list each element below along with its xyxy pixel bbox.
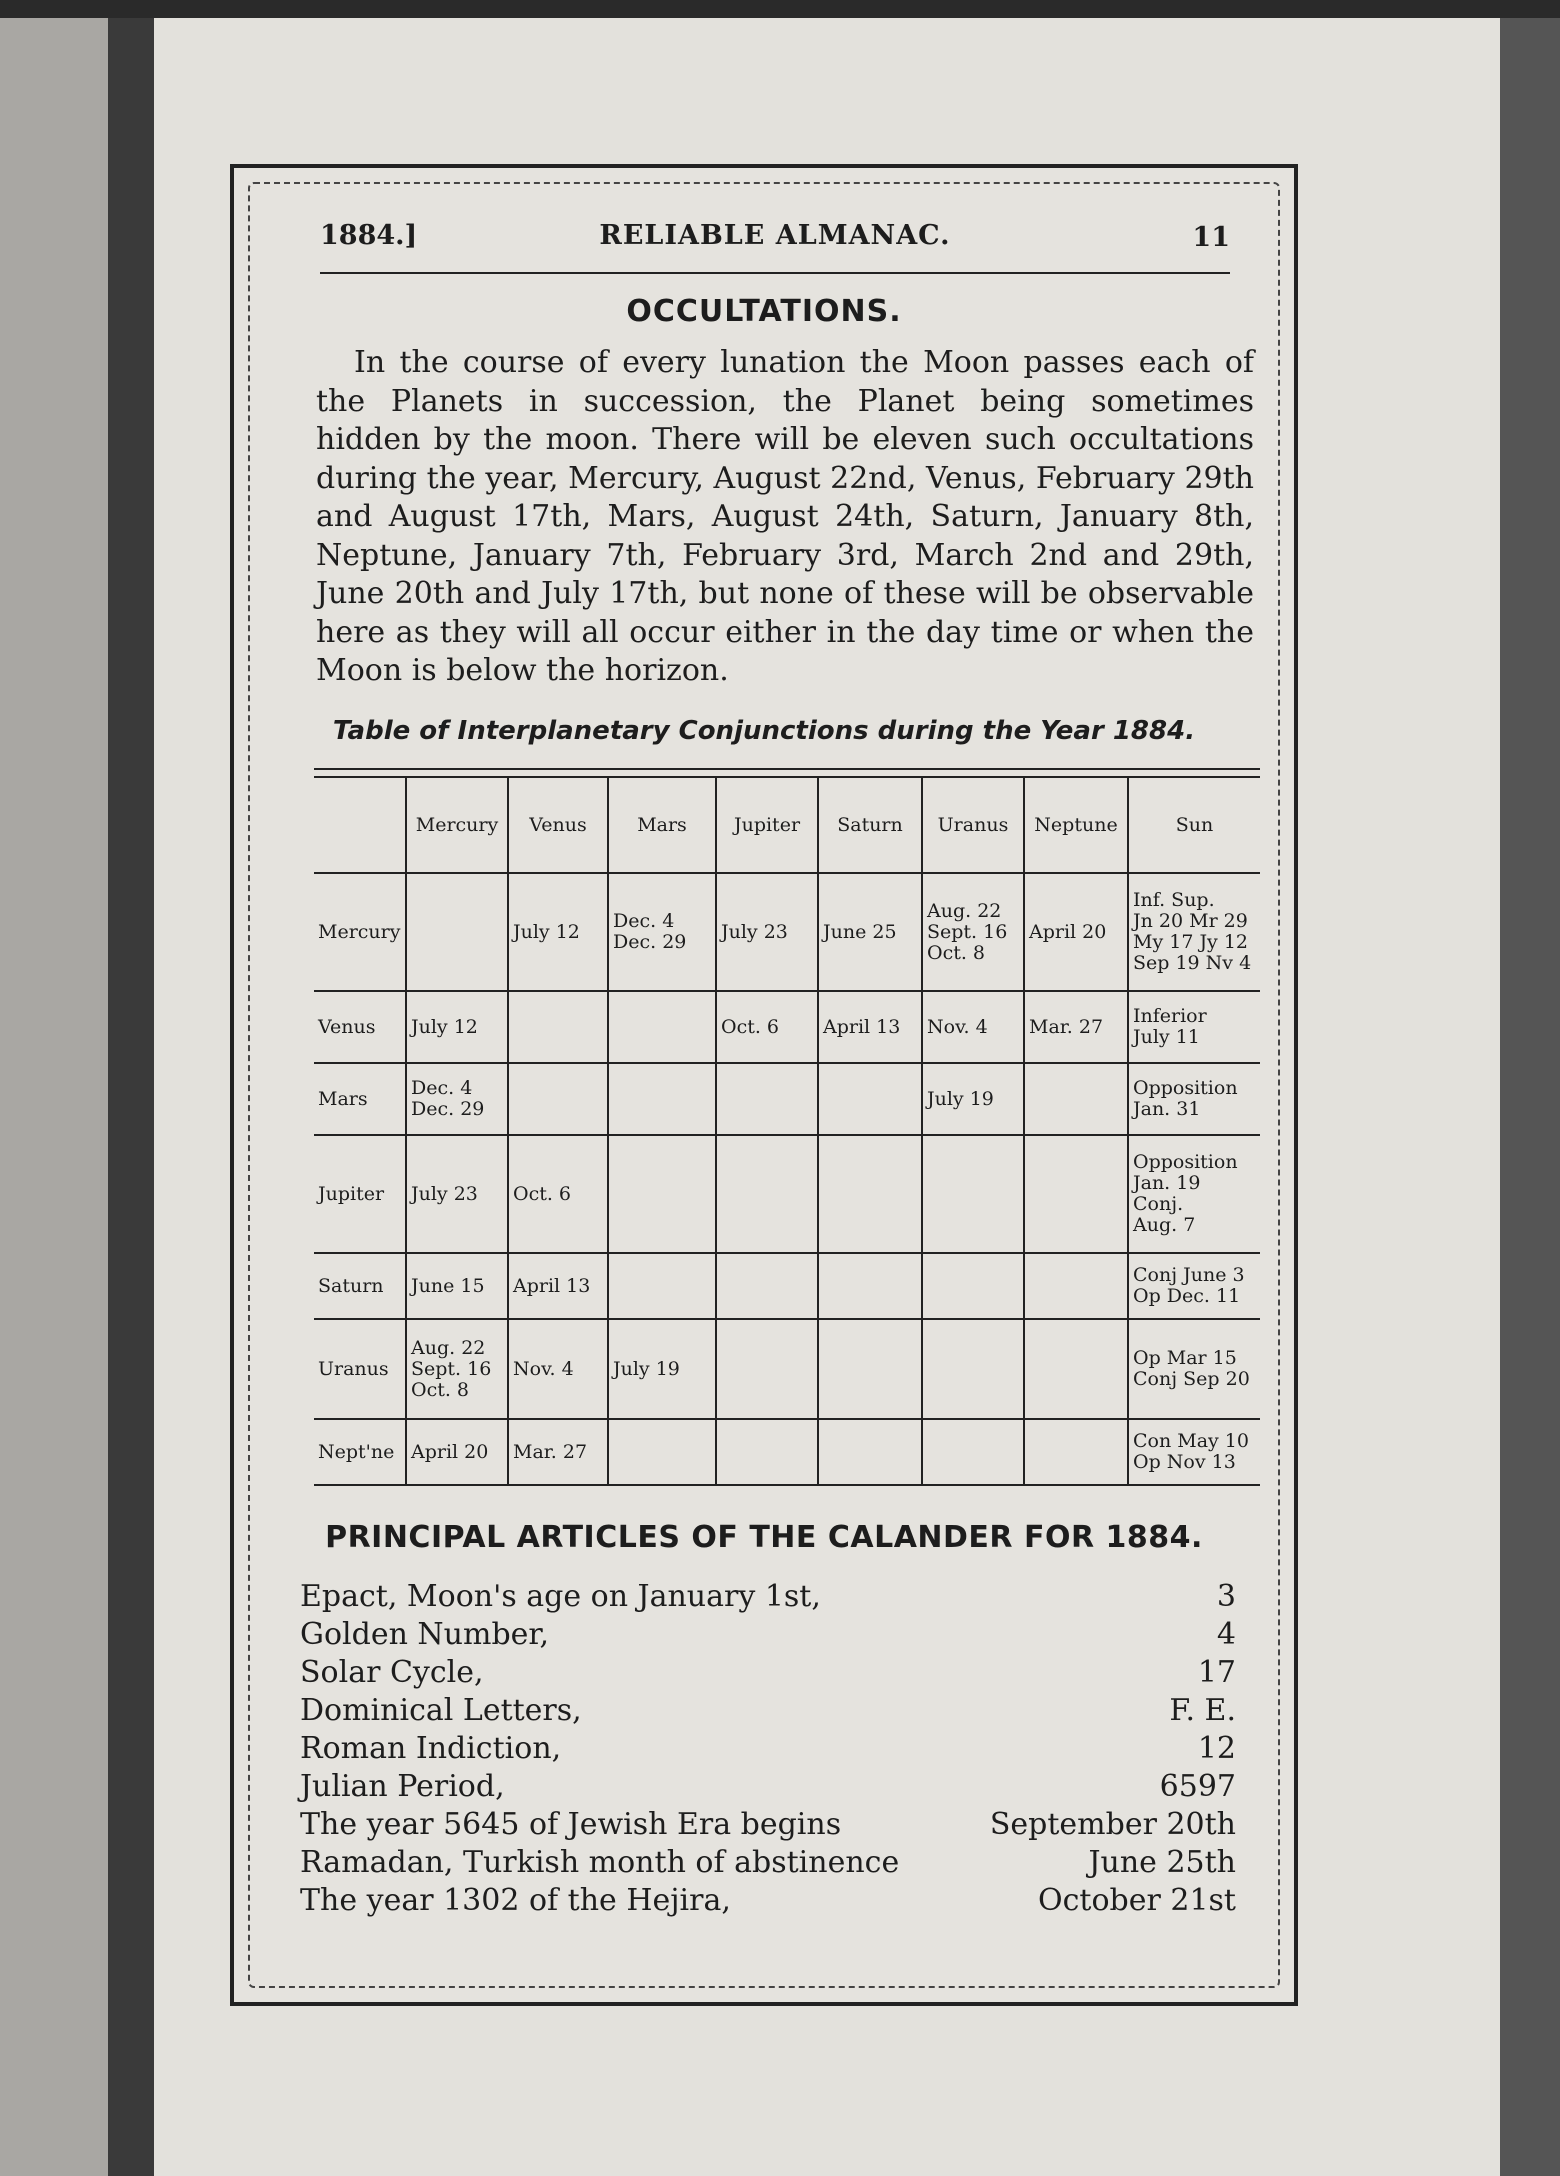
table-row: [314, 873, 1260, 991]
table-cell: [508, 1419, 608, 1485]
page-frame: [230, 164, 1298, 2006]
table-cell: [922, 1135, 1024, 1253]
table-cell: [922, 1253, 1024, 1319]
article-row: [300, 1616, 1236, 1654]
table-cell: [716, 873, 818, 991]
article-row: [300, 1654, 1236, 1692]
table-cell: [508, 1253, 608, 1319]
table-cell: [406, 1063, 508, 1135]
article-row: [300, 1730, 1236, 1768]
article-value: June 25th: [1088, 1845, 1236, 1880]
cell-line: Dec. 29: [411, 1098, 485, 1120]
article-label: The year 1302 of the Hejira,: [300, 1883, 731, 1918]
row-header: [314, 991, 406, 1063]
table-cell: [508, 1319, 608, 1419]
article-label: Julian Period,: [300, 1769, 505, 1804]
book-spine: [108, 18, 154, 2176]
table-cell: [608, 1135, 716, 1253]
table-cell: [508, 1135, 608, 1253]
table-cell: [922, 873, 1024, 991]
cell-line: Jn 20 Mr 29: [1133, 910, 1248, 932]
article-row: [300, 1882, 1236, 1920]
cell-line: Aug. 22: [411, 1336, 486, 1359]
cell-line: Jan. 19: [1133, 1172, 1201, 1194]
table-cell: [1128, 1063, 1260, 1135]
cell-line: June 15: [411, 1274, 485, 1297]
cell-line: Sept. 16: [411, 1357, 492, 1380]
table-cell: [716, 1319, 818, 1419]
column-header: Neptune: [1024, 778, 1128, 873]
table-cell: [406, 1319, 508, 1419]
cell-line: Jupiter: [318, 1182, 385, 1205]
table-cell: [1128, 1253, 1260, 1319]
cell-line: My 17 Jy 12: [1133, 931, 1249, 953]
cell-line: Sept. 16: [927, 920, 1008, 943]
cell-line: Nept'ne: [318, 1440, 395, 1463]
cell-line: July 12: [513, 920, 580, 943]
table-cell: [1024, 1253, 1128, 1319]
article-label: Epact, Moon's age on January 1st,: [300, 1579, 821, 1614]
cell-line: Dec. 4: [411, 1077, 473, 1099]
table-cell: [1128, 873, 1260, 991]
table-cell: [608, 1063, 716, 1135]
cell-line: Saturn: [318, 1274, 384, 1297]
cell-line: Nov. 4: [513, 1357, 574, 1380]
article-value: 17: [1197, 1655, 1236, 1690]
articles-title: PRINCIPAL ARTICLES OF THE CALANDER FOR 1884.: [325, 1520, 1203, 1555]
table-cell: [1128, 991, 1260, 1063]
table-cell: [922, 1419, 1024, 1485]
column-header: [314, 778, 406, 873]
occultations-paragraph: In the course of every lunation the Moon passes each of the Planets in succession, the Planet being sometimes hidden by the moon. There will be eleven such occultations during the year, Mercury, August 22nd, Venus, February 29th and August 17th, Mars, August 24th, Saturn, January 8th, Neptune, January 7th, February 3rd, March 2nd and 29th, June 20th and July 17th, but none of these will be observable here as they will all occur either in the day time or when the Moon is below the horizon.: [316, 345, 1254, 688]
cell-line: Nov. 4: [927, 1015, 988, 1038]
table-cell: [818, 873, 922, 991]
cell-line: July 11: [1133, 1026, 1200, 1048]
cell-line: Mercury: [318, 920, 401, 943]
article-label: Golden Number,: [300, 1617, 549, 1652]
table-cell: [818, 1135, 922, 1253]
column-header: Mars: [608, 778, 716, 873]
table-cell: [406, 1419, 508, 1485]
article-value: 4: [1216, 1617, 1236, 1652]
cell-line: Oct. 6: [513, 1182, 572, 1205]
table-cell: [1024, 1135, 1128, 1253]
column-header: Venus: [508, 778, 608, 873]
articles-list: [300, 1578, 1236, 1920]
article-row: [300, 1806, 1236, 1844]
cell-line: Mars: [318, 1087, 368, 1110]
table-row: [314, 1319, 1260, 1419]
article-label: The year 5645 of Jewish Era begins: [300, 1807, 842, 1842]
table-cell: [1024, 1063, 1128, 1135]
occultations-title: OCCULTATIONS.: [626, 294, 902, 329]
article-value: F. E.: [1169, 1693, 1236, 1728]
cell-line: July 23: [721, 920, 788, 943]
table-cell: [716, 1253, 818, 1319]
cell-line: April 20: [411, 1440, 489, 1463]
conjunctions-table: [314, 778, 1260, 1486]
cell-line: Venus: [318, 1015, 376, 1038]
row-header: [314, 1419, 406, 1485]
cell-line: Con May 10: [1133, 1430, 1249, 1452]
cell-line: July 19: [613, 1357, 680, 1380]
cell-line: Dec. 4: [613, 910, 675, 932]
cell-line: Conj.: [1133, 1193, 1184, 1215]
cell-line: Sep 19 Nv 4: [1133, 952, 1252, 974]
table-cell: [406, 1253, 508, 1319]
cell-line: July 19: [927, 1087, 994, 1110]
article-row: [300, 1844, 1236, 1882]
cell-line: April 20: [1029, 920, 1107, 943]
table-cell: [508, 1063, 608, 1135]
table-row: [314, 1135, 1260, 1253]
table-cell: [818, 1319, 922, 1419]
cell-line: April 13: [513, 1274, 591, 1297]
table-cell: [818, 1253, 922, 1319]
table-cell: [818, 1419, 922, 1485]
cell-line: Uranus: [318, 1357, 389, 1380]
table-cell: [922, 1063, 1024, 1135]
table-cell: [608, 1419, 716, 1485]
table-cell: [1128, 1135, 1260, 1253]
table-cell: [1024, 873, 1128, 991]
cell-line: Op Mar 15: [1133, 1347, 1237, 1369]
table-row: [314, 1253, 1260, 1319]
cell-line: Inf. Sup.: [1133, 889, 1215, 911]
cell-line: Dec. 29: [613, 931, 687, 953]
row-header: [314, 1253, 406, 1319]
cell-line: Op Dec. 11: [1133, 1285, 1241, 1307]
cell-line: Opposition: [1133, 1151, 1238, 1173]
article-label: Dominical Letters,: [300, 1693, 582, 1728]
article-value: October 21st: [1038, 1883, 1236, 1918]
conjunctions-table-wrap: [314, 768, 1260, 1486]
table-cell: [922, 1319, 1024, 1419]
table-cell: [508, 991, 608, 1063]
cell-line: Aug. 22: [927, 899, 1002, 922]
running-title: RELIABLE ALMANAC.: [599, 220, 951, 251]
table-cell: [1128, 1419, 1260, 1485]
article-label: Ramadan, Turkish month of abstinence: [300, 1845, 900, 1880]
table-row: [314, 1419, 1260, 1485]
article-value: 6597: [1159, 1769, 1236, 1804]
cell-line: Opposition: [1133, 1077, 1238, 1099]
table-cell: [406, 873, 508, 991]
article-label: Roman Indiction,: [300, 1731, 562, 1766]
cell-line: June 25: [823, 920, 897, 943]
table-cell: [608, 991, 716, 1063]
table-cell: [608, 1253, 716, 1319]
year-mark: 1884.]: [320, 220, 418, 251]
cell-line: Inferior: [1133, 1005, 1207, 1027]
table-cell: [818, 991, 922, 1063]
table-cell: [922, 991, 1024, 1063]
row-header: [314, 873, 406, 991]
table-cell: [608, 1319, 716, 1419]
table-double-rule: [314, 768, 1260, 778]
column-header: Mercury: [406, 778, 508, 873]
column-header: Uranus: [922, 778, 1024, 873]
scan-top-edge: [0, 0, 1560, 18]
article-value: September 20th: [989, 1807, 1236, 1842]
table-cell: [818, 1063, 922, 1135]
table-cell: [1024, 1319, 1128, 1419]
column-header: Jupiter: [716, 778, 818, 873]
cell-line: Conj June 3: [1133, 1264, 1245, 1286]
cell-line: Mar. 27: [1029, 1015, 1104, 1038]
facing-page-edge: [0, 18, 108, 2176]
cell-line: Aug. 7: [1133, 1214, 1196, 1236]
cell-line: Oct. 8: [927, 941, 986, 964]
cell-line: Oct. 8: [411, 1378, 470, 1401]
article-row: [300, 1768, 1236, 1806]
page-number: 11: [1192, 222, 1230, 253]
row-header: [314, 1063, 406, 1135]
cell-line: Conj Sep 20: [1133, 1368, 1250, 1390]
table-cell: [1024, 991, 1128, 1063]
cell-line: July 23: [411, 1182, 478, 1205]
table-cell: [1128, 1319, 1260, 1419]
cell-line: July 12: [411, 1015, 478, 1038]
column-header: Sun: [1128, 778, 1260, 873]
table-cell: [608, 873, 716, 991]
page-right-edge: [1500, 18, 1560, 2176]
table-cell: [406, 1135, 508, 1253]
cell-line: Mar. 27: [513, 1440, 588, 1463]
cell-line: Op Nov 13: [1133, 1451, 1236, 1473]
table-cell: [1024, 1419, 1128, 1485]
table-cell: [716, 1063, 818, 1135]
column-header: Saturn: [818, 778, 922, 873]
table-header-row: [314, 778, 1260, 873]
row-header: [314, 1319, 406, 1419]
table-cell: [716, 991, 818, 1063]
cell-line: Jan. 31: [1133, 1098, 1201, 1120]
running-header: [320, 216, 1230, 274]
article-row: [300, 1578, 1236, 1616]
table-cell: [508, 873, 608, 991]
cell-line: Oct. 6: [721, 1015, 780, 1038]
article-value: 12: [1197, 1731, 1236, 1766]
row-header: [314, 1135, 406, 1253]
cell-line: April 13: [823, 1015, 901, 1038]
table-cell: [406, 991, 508, 1063]
table-cell: [716, 1419, 818, 1485]
conjunctions-caption: Table of Interplanetary Conjunctions during the Year 1884.: [332, 716, 1196, 746]
article-row: [300, 1692, 1236, 1730]
table-row: [314, 991, 1260, 1063]
table-cell: [716, 1135, 818, 1253]
article-value: 3: [1216, 1579, 1236, 1614]
table-row: [314, 1063, 1260, 1135]
article-label: Solar Cycle,: [300, 1655, 484, 1690]
